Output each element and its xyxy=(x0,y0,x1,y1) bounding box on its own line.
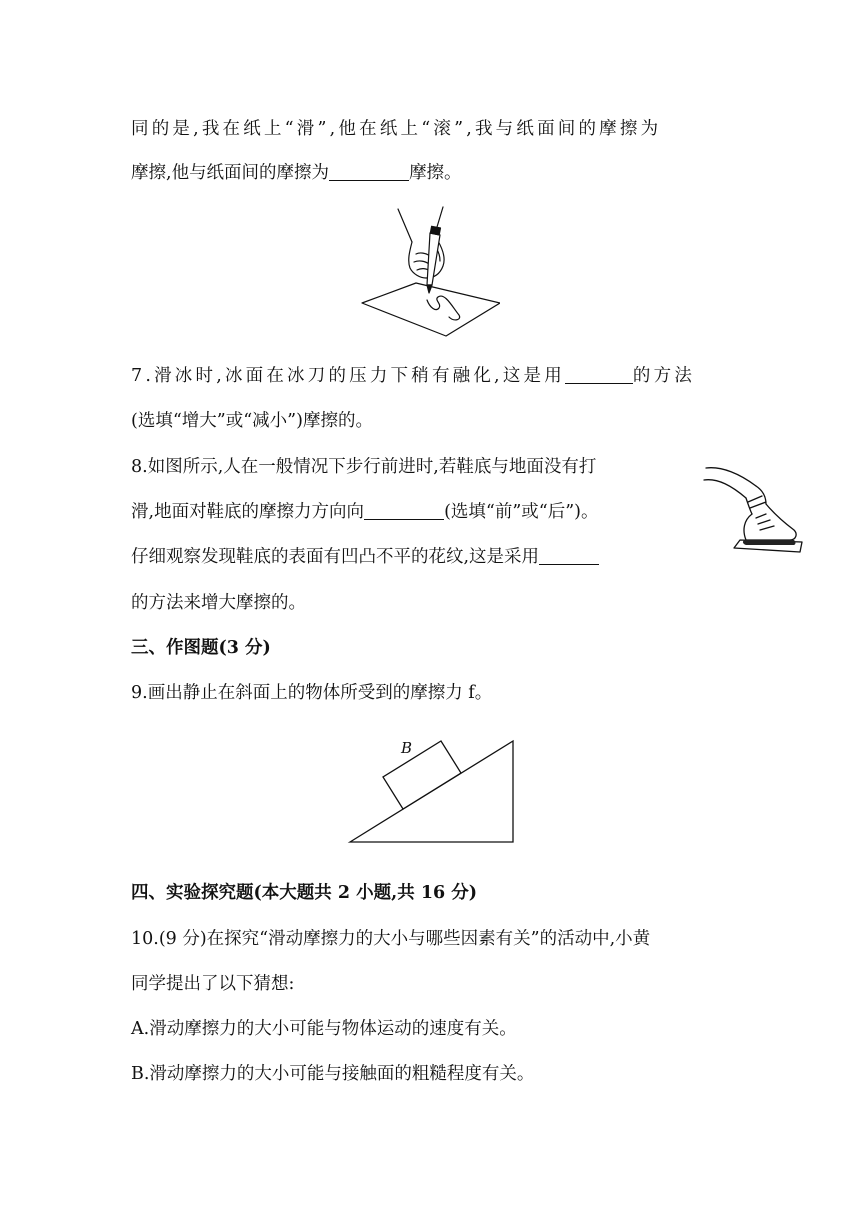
section-4-heading: 四、实验探究题(本大题共 2 小题,共 16 分) xyxy=(131,883,478,903)
q8-direction-blank[interactable] xyxy=(364,501,444,520)
hand-writing-with-pencil-on-paper-icon xyxy=(360,204,500,339)
q8-line2-before: 滑,地面对鞋底的摩擦力方向向 xyxy=(131,502,365,522)
q7-line2: (选填“增大”或“减小”)摩擦的。 xyxy=(131,411,373,431)
q6-line2-after: 摩擦。 xyxy=(409,163,462,183)
q6-line1: 同的是,我在纸上“滑”,他在纸上“滚”,我与纸面间的摩擦为 xyxy=(131,119,662,139)
q7-line1-before: 7.滑冰时,冰面在冰刀的压力下稍有融化,这是用 xyxy=(131,366,565,386)
q7-line1-after: 的方法 xyxy=(632,366,696,386)
q6-line2 xyxy=(131,161,462,185)
block-on-inclined-plane-icon xyxy=(345,735,520,847)
q8-method-blank[interactable] xyxy=(539,546,599,565)
q10-line2: 同学提出了以下猜想: xyxy=(131,974,295,994)
leg-with-shoe-walking-icon xyxy=(700,456,808,558)
q8-line1: 8.如图所示,人在一般情况下步行前进时,若鞋底与地面没有打 xyxy=(131,457,597,477)
q6-answer-blank[interactable] xyxy=(329,162,409,181)
q10-line1: 10.(9 分)在探究“滑动摩擦力的大小与哪些因素有关”的活动中,小黄 xyxy=(131,929,651,949)
q8-line3-before: 仔细观察发现鞋底的表面有凹凸不平的花纹,这是采用 xyxy=(131,547,540,567)
q8-line2 xyxy=(131,500,599,524)
q10-option-b: B.滑动摩擦力的大小可能与接触面的粗糙程度有关。 xyxy=(131,1064,535,1084)
q8-line2-after: (选填“前”或“后”)。 xyxy=(444,502,599,522)
q8-line4: 的方法来增大摩擦的。 xyxy=(131,593,306,613)
q10-option-a: A.滑动摩擦力的大小可能与物体运动的速度有关。 xyxy=(131,1019,517,1039)
section-3-heading: 三、作图题(3 分) xyxy=(131,638,271,658)
q9-text: 9.画出静止在斜面上的物体所受到的摩擦力 f。 xyxy=(131,683,493,703)
block-label: B xyxy=(401,739,413,757)
q7-line1 xyxy=(131,364,695,388)
q8-line3 xyxy=(131,545,599,569)
q7-answer-blank[interactable] xyxy=(565,365,633,384)
q6-line2-before: 摩擦,他与纸面间的摩擦为 xyxy=(131,163,330,183)
